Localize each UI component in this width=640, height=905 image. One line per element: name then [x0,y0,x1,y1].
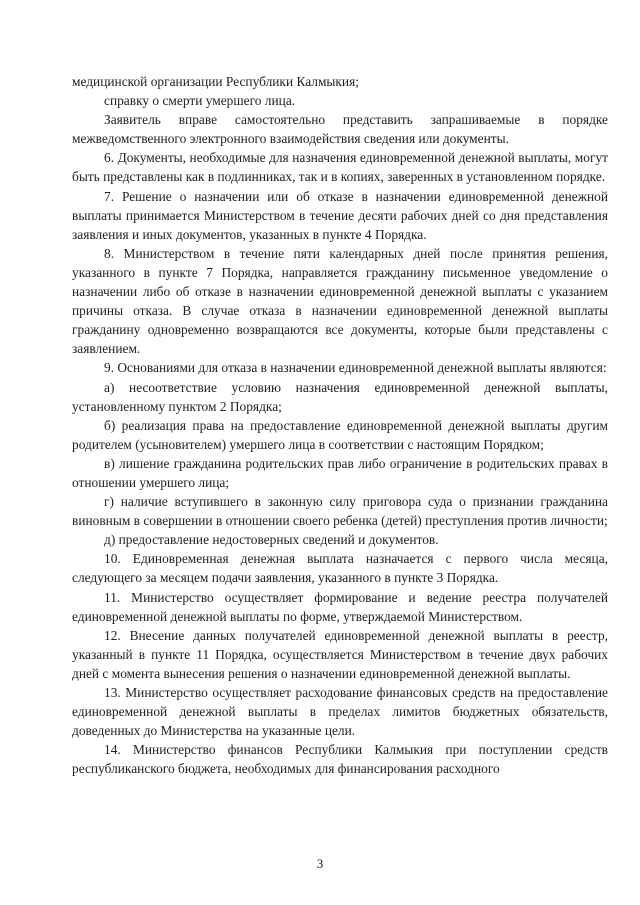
paragraph: 14. Министерство финансов Республики Калмыкия при поступлении средств республиканского бюджета, необходимых для финансирования расходного [72,742,608,777]
paragraph: справку о смерти умершего лица. [104,93,296,109]
paragraph: б) реализация права на предоставление единовременной денежной выплаты другим родителем (усыновителем) умершего лица в соответствии с настоящим Порядком; [72,417,608,452]
paragraph: в) лишение гражданина родительских прав либо ограничение в родительских правах в отношении умершего лица; [72,455,608,490]
paragraph: 6. Документы, необходимые для назначения единовременной денежной выплаты, могут быть представлены как в подлинниках, так и в копиях, заверенных в установленном порядке. [72,150,608,185]
paragraph: д) предоставление недостоверных сведений и документов. [104,532,439,548]
paragraph: г) наличие вступившего в законную силу приговора суда о признании гражданина виновным в совершении в отношении своего ребенка (детей) преступления против личности; [72,494,608,529]
paragraph: а) несоответствие условию назначения единовременной денежной выплаты, установленному пунктом 2 Порядка; [72,379,608,414]
paragraph: Заявитель вправе самостоятельно представить запрашиваемые в порядке межведомственного электронного взаимодействия сведения или документы. [72,112,608,147]
page-number: 3 [316,856,324,871]
paragraph: 13. Министерство осуществляет расходование финансовых средств на предоставление единовременной денежной выплаты в пределах лимитов бюджетных обязательств, доведенных до Министерства на указанные цели. [72,685,608,739]
paragraph: медицинской организации Республики Калмыкия; [72,74,359,89]
paragraph: 12. Внесение данных получателей единовременной денежной выплаты в реестр, указанный в пункте 11 Порядка, осуществляется Министерством в течение двух рабочих дней с момента вынесения решения о назначении единовременной денежной выплаты. [72,627,608,681]
paragraph: 9. Основаниями для отказа в назначении единовременной денежной выплаты являются: [104,360,607,376]
paragraph: 8. Министерством в течение пяти календарных дней после принятия решения, указанного в пункте 7 Порядка, направляется гражданину письменное уведомление о назначении либо об отказе в назначении единовременной денежной выплаты с указанием причины отказа. В случае отказа в назначении единовременной денежной выплаты гражданину одновременно возвращаются все документы, которые были представлены с заявлением. [72,245,608,357]
paragraph: 10. Единовременная денежная выплата назначается с первого числа месяца, следующего за месяцем подачи заявления, указанного в пункте 3 Порядка. [72,551,608,586]
document-body [72,72,608,778]
paragraph: 7. Решение о назначении или об отказе в назначении единовременной денежной выплаты принимается Министерством в течение десяти рабочих дней со дня представления заявления и иных документов, указанных в пункте 4 Порядка. [72,188,608,242]
paragraph: 11. Министерство осуществляет формирование и ведение реестра получателей единовременной денежной выплаты по форме, утверждаемой Министерством. [72,589,608,624]
